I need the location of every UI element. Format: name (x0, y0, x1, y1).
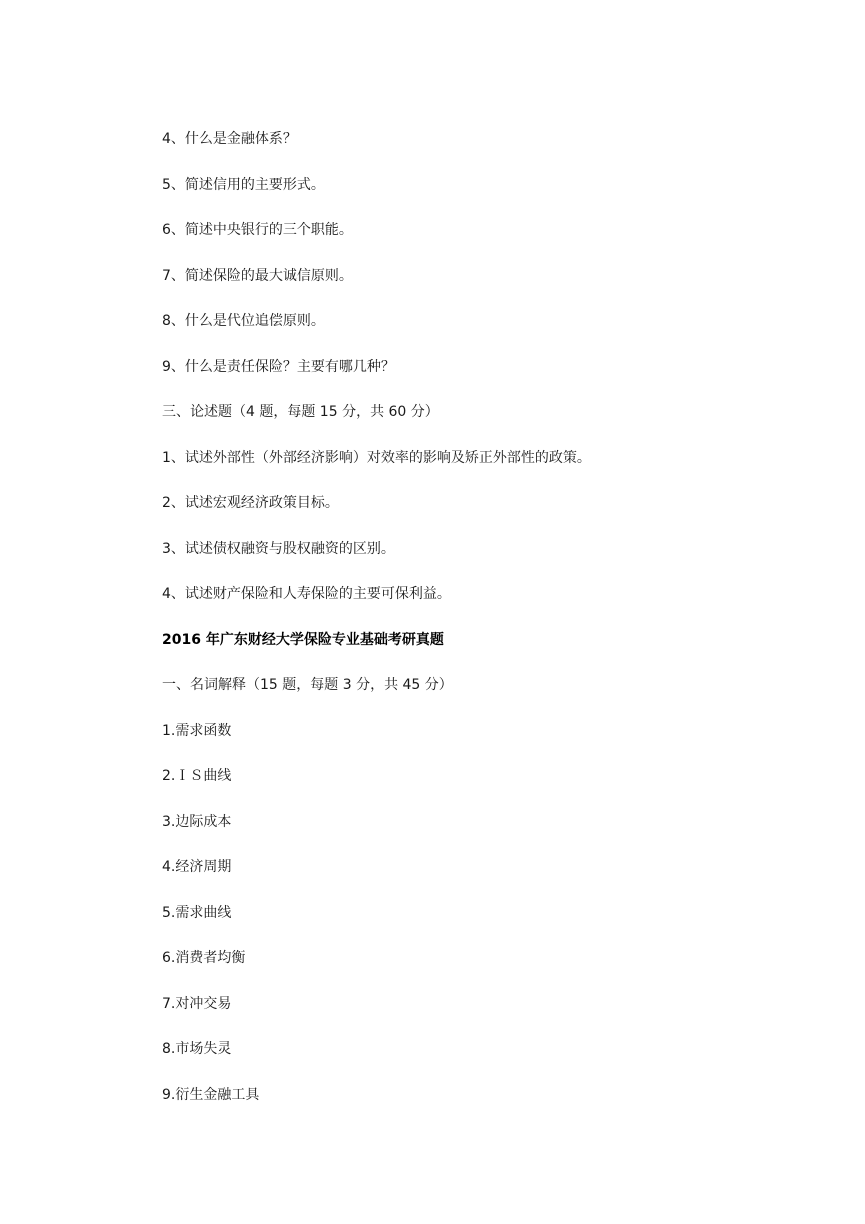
term-9: 9.衍生金融工具 (162, 1086, 260, 1103)
term-5: 5.需求曲线 (162, 904, 232, 921)
exam-title-2016: 2016 年广东财经大学保险专业基础考研真题 (162, 631, 444, 648)
term-1: 1.需求函数 (162, 722, 232, 739)
question-8-subrogation: 8、什么是代位追偿原则。 (162, 313, 325, 329)
essay-2-macro-policy: 2、试述宏观经济政策目标。 (162, 495, 339, 511)
question-9-liability-insurance: 9、什么是责任保险？主要有哪几种？ (162, 358, 395, 375)
question-7-utmost-good-faith: 7、简述保险的最大诚信原则。 (162, 267, 353, 284)
essay-4-insurable-interest: 4、试述财产保险和人寿保险的主要可保利益。 (162, 586, 451, 602)
question-4-what-is-financial-system: 4、什么是金融体系？ (162, 131, 297, 147)
term-4: 4.经济周期 (162, 859, 232, 875)
document-body (162, 128, 822, 1129)
term-2: 2.ＩＳ曲线 (162, 768, 232, 784)
essay-1-externality: 1、试述外部性（外部经济影响）对效率的影响及矫正外部性的政策。 (162, 449, 591, 466)
term-8: 8.市场失灵 (162, 1041, 232, 1057)
term-6: 6.消费者均衡 (162, 950, 246, 966)
essay-3-debt-equity: 3、试述债权融资与股权融资的区别。 (162, 540, 395, 557)
term-3: 3.边际成本 (162, 813, 232, 830)
question-5-credit-forms: 5、简述信用的主要形式。 (162, 176, 325, 193)
section-essay-heading: 三、论述题（4 题，每题 15 分，共 60 分） (162, 404, 439, 420)
question-6-central-bank-functions: 6、简述中央银行的三个职能。 (162, 222, 353, 238)
term-7: 7.对冲交易 (162, 995, 232, 1012)
section-terms-heading: 一、名词解释（15 题，每题 3 分，共 45 分） (162, 677, 453, 693)
